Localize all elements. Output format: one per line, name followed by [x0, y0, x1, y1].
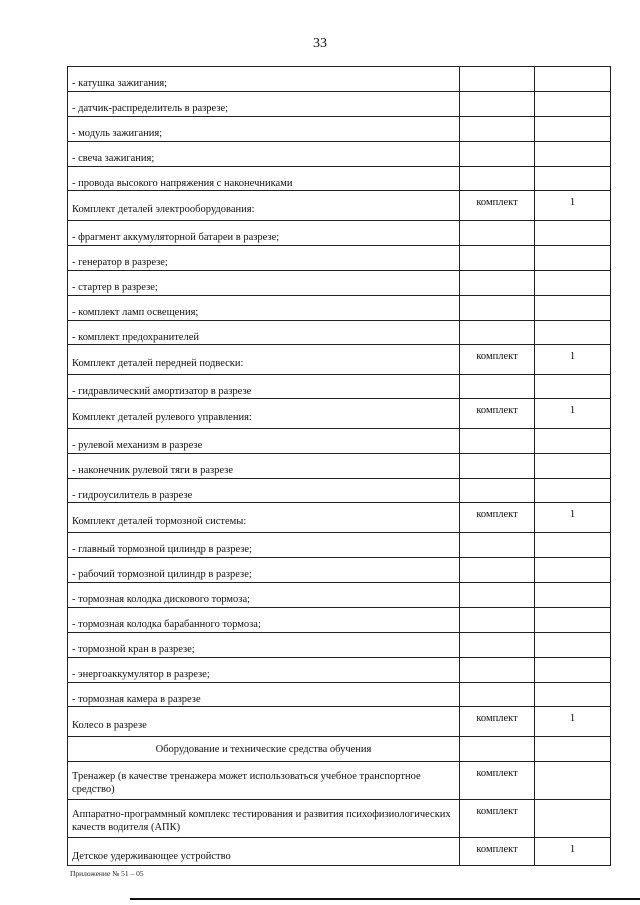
- unit-cell: [460, 375, 535, 399]
- table-row: [68, 479, 611, 503]
- unit-cell: [460, 117, 535, 142]
- unit-cell: комплект: [460, 399, 535, 429]
- item-name-cell: - рабочий тормозной цилиндр в разрезе;: [68, 558, 460, 583]
- table-row: [68, 321, 611, 345]
- item-name-cell: Колесо в разрезе: [68, 707, 460, 737]
- table-row: [68, 221, 611, 246]
- equipment-table: [67, 66, 611, 866]
- quantity-cell: [535, 271, 611, 296]
- quantity-cell: [535, 533, 611, 558]
- quantity-cell: [535, 633, 611, 658]
- quantity-cell: [535, 92, 611, 117]
- unit-cell: [460, 658, 535, 683]
- unit-cell: [460, 296, 535, 321]
- item-name-cell: - главный тормозной цилиндр в разрезе;: [68, 533, 460, 558]
- table-row: [68, 92, 611, 117]
- footer-note: Приложение № 51 – 05: [70, 869, 144, 878]
- quantity-cell: 1: [535, 399, 611, 429]
- quantity-cell: 1: [535, 503, 611, 533]
- table-row: [68, 658, 611, 683]
- quantity-cell: [535, 608, 611, 633]
- quantity-cell: [535, 479, 611, 503]
- table-row: [68, 67, 611, 92]
- unit-cell: [460, 142, 535, 167]
- table-row: [68, 533, 611, 558]
- item-name-cell: Аппаратно-программный комплекс тестирования и развития психофизиологических качеств водителя (АПК): [68, 800, 460, 838]
- table-row: [68, 271, 611, 296]
- table-row: [68, 633, 611, 658]
- quantity-cell: [535, 762, 611, 800]
- table-row: [68, 191, 611, 221]
- unit-cell: [460, 221, 535, 246]
- unit-cell: [460, 583, 535, 608]
- quantity-cell: [535, 246, 611, 271]
- unit-cell: [460, 167, 535, 191]
- table-row: [68, 345, 611, 375]
- table-row: [68, 558, 611, 583]
- table-row: [68, 375, 611, 399]
- unit-cell: [460, 321, 535, 345]
- table-row: [68, 583, 611, 608]
- item-name-cell: - свеча зажигания;: [68, 142, 460, 167]
- quantity-cell: [535, 117, 611, 142]
- table-row: [68, 246, 611, 271]
- table-row: [68, 429, 611, 454]
- item-name-cell: Комплект деталей рулевого управления:: [68, 399, 460, 429]
- item-name-cell: - стартер в разрезе;: [68, 271, 460, 296]
- item-name-cell: - генератор в разрезе;: [68, 246, 460, 271]
- quantity-cell: [535, 296, 611, 321]
- item-name-cell: - катушка зажигания;: [68, 67, 460, 92]
- empty-cell: [460, 737, 535, 762]
- item-name-cell: - тормозная колодка барабанного тормоза;: [68, 608, 460, 633]
- quantity-cell: [535, 658, 611, 683]
- quantity-cell: [535, 321, 611, 345]
- quantity-cell: 1: [535, 838, 611, 866]
- table-row: [68, 454, 611, 479]
- unit-cell: [460, 429, 535, 454]
- section-title: Оборудование и технические средства обучения: [68, 737, 460, 762]
- unit-cell: комплект: [460, 707, 535, 737]
- quantity-cell: [535, 142, 611, 167]
- item-name-cell: - рулевой механизм в разрезе: [68, 429, 460, 454]
- quantity-cell: [535, 167, 611, 191]
- item-name-cell: Тренажер (в качестве тренажера может использоваться учебное транспортное средство): [68, 762, 460, 800]
- quantity-cell: 1: [535, 345, 611, 375]
- unit-cell: [460, 533, 535, 558]
- table-row: [68, 167, 611, 191]
- section-header-row: [68, 737, 611, 762]
- quantity-cell: [535, 683, 611, 707]
- item-name-cell: Комплект деталей передней подвески:: [68, 345, 460, 375]
- page-number: 33: [313, 36, 327, 51]
- unit-cell: [460, 271, 535, 296]
- table-row: [68, 399, 611, 429]
- quantity-cell: [535, 221, 611, 246]
- table-row: [68, 142, 611, 167]
- table-row: [68, 800, 611, 838]
- table-row: [68, 762, 611, 800]
- quantity-cell: 1: [535, 707, 611, 737]
- item-name-cell: - комплект ламп освещения;: [68, 296, 460, 321]
- item-name-cell: - датчик-распределитель в разрезе;: [68, 92, 460, 117]
- item-name-cell: - провода высокого напряжения с наконечниками: [68, 167, 460, 191]
- item-name-cell: - фрагмент аккумуляторной батареи в разрезе;: [68, 221, 460, 246]
- unit-cell: комплект: [460, 503, 535, 533]
- unit-cell: [460, 246, 535, 271]
- item-name-cell: - тормозной кран в разрезе;: [68, 633, 460, 658]
- unit-cell: комплект: [460, 345, 535, 375]
- quantity-cell: [535, 429, 611, 454]
- unit-cell: [460, 92, 535, 117]
- table-row: [68, 296, 611, 321]
- unit-cell: комплект: [460, 762, 535, 800]
- unit-cell: [460, 479, 535, 503]
- item-name-cell: - тормозная камера в разрезе: [68, 683, 460, 707]
- unit-cell: [460, 608, 535, 633]
- table-row: [68, 503, 611, 533]
- table-row: [68, 117, 611, 142]
- quantity-cell: 1: [535, 191, 611, 221]
- unit-cell: комплект: [460, 800, 535, 838]
- unit-cell: комплект: [460, 191, 535, 221]
- quantity-cell: [535, 800, 611, 838]
- table-row: [68, 683, 611, 707]
- quantity-cell: [535, 67, 611, 92]
- item-name-cell: - гидравлический амортизатор в разрезе: [68, 375, 460, 399]
- item-name-cell: - модуль зажигания;: [68, 117, 460, 142]
- quantity-cell: [535, 583, 611, 608]
- item-name-cell: Детское удерживающее устройство: [68, 838, 460, 866]
- item-name-cell: - энергоаккумулятор в разрезе;: [68, 658, 460, 683]
- item-name-cell: Комплект деталей тормозной системы:: [68, 503, 460, 533]
- item-name-cell: - гидроусилитель в разрезе: [68, 479, 460, 503]
- unit-cell: [460, 67, 535, 92]
- item-name-cell: - тормозная колодка дискового тормоза;: [68, 583, 460, 608]
- quantity-cell: [535, 454, 611, 479]
- unit-cell: [460, 633, 535, 658]
- table-row: [68, 838, 611, 866]
- item-name-cell: - комплект предохранителей: [68, 321, 460, 345]
- unit-cell: [460, 683, 535, 707]
- item-name-cell: Комплект деталей электрооборудования:: [68, 191, 460, 221]
- unit-cell: [460, 454, 535, 479]
- quantity-cell: [535, 558, 611, 583]
- unit-cell: [460, 558, 535, 583]
- empty-cell: [535, 737, 611, 762]
- quantity-cell: [535, 375, 611, 399]
- table-row: [68, 608, 611, 633]
- item-name-cell: - наконечник рулевой тяги в разрезе: [68, 454, 460, 479]
- table-row: [68, 707, 611, 737]
- footer-rule: [130, 898, 640, 900]
- unit-cell: комплект: [460, 838, 535, 866]
- equipment-table-body: [68, 67, 611, 866]
